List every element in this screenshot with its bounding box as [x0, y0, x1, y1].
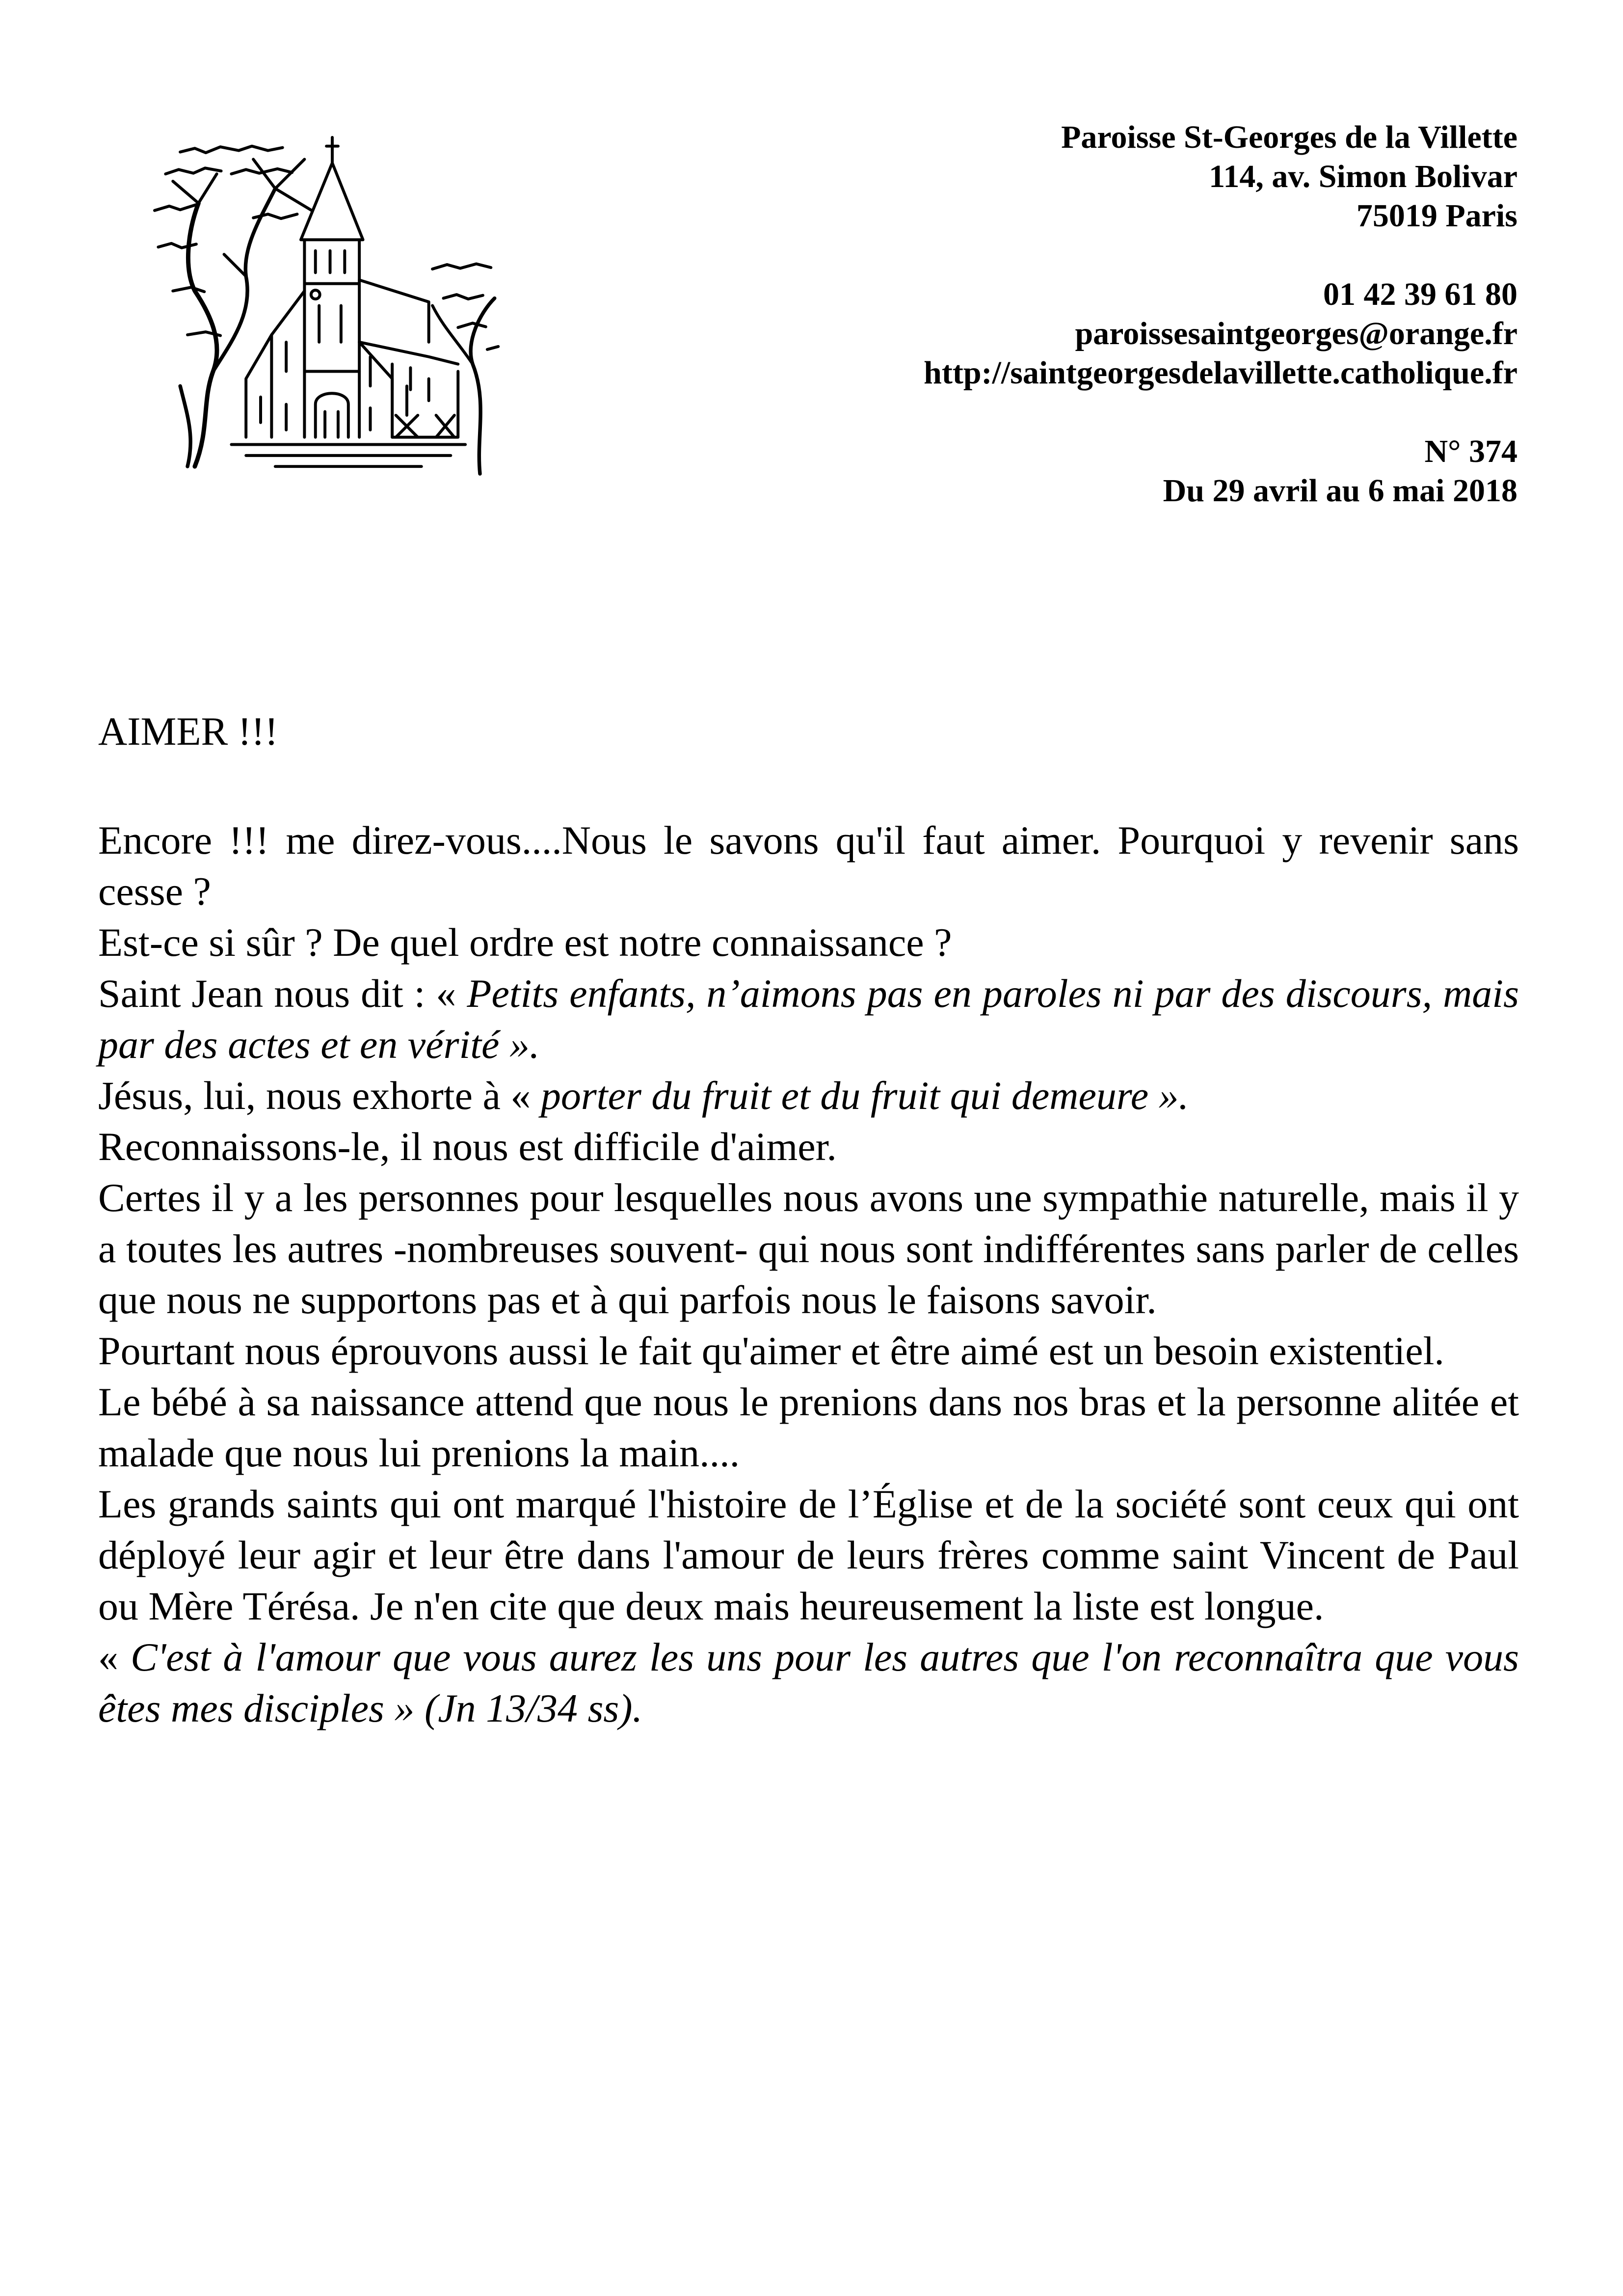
paragraph: Reconnaissons-le, il nous est difficile d'aimer.	[98, 1124, 837, 1169]
parish-email[interactable]: paroissesaintgeorges@orange.fr	[1075, 316, 1517, 351]
paragraph: Le bébé à sa naissance attend que nous le prenions dans nos bras et la personne alitée et malade que nous lui prenions la main....	[98, 1379, 1519, 1475]
parish-address: 114, av. Simon Bolivar	[1209, 159, 1517, 194]
issue-number: N° 374	[1424, 433, 1517, 469]
parish-header	[683, 118, 1517, 511]
paragraph	[98, 968, 1519, 1070]
scripture-quote: Petits enfants, n’aimons pas en paroles ni par des discours, mais par des actes et en vérité ».	[98, 971, 1519, 1067]
church-with-trees-icon	[142, 123, 525, 481]
scripture-quote: C'est à l'amour que vous aurez les uns pour les autres que l'on reconnaîtra que vous êtes mes disciples » (Jn 13/34 ss).	[98, 1635, 1519, 1730]
issue-date-range: Du 29 avril au 6 mai 2018	[1163, 473, 1517, 509]
header-spacer	[683, 393, 1517, 432]
parish-name: Paroisse St-Georges de la Villette	[1061, 119, 1517, 155]
article-title: AIMER !!!	[98, 709, 278, 754]
paragraph: Est-ce si sûr ? De quel ordre est notre connaissance ?	[98, 920, 952, 965]
paragraph	[98, 1632, 1519, 1734]
parish-website[interactable]: http://saintgeorgesdelavillette.catholique.fr	[924, 355, 1517, 391]
scripture-quote: porter du fruit et du fruit qui demeure ».	[540, 1073, 1189, 1118]
paragraph-lead: «	[98, 1635, 131, 1679]
parish-logo	[142, 123, 525, 481]
parish-phone: 01 42 39 61 80	[1323, 276, 1517, 312]
paragraph: Les grands saints qui ont marqué l'histoire de l’Église et de la société sont ceux qui ont déployé leur agir et leur être dans l'amour de leurs frères comme saint Vincent de Paul ou Mère Térésa. Je n'en cite que deux mais heureusement la liste est longue.	[98, 1482, 1519, 1628]
paragraph: Certes il y a les personnes pour lesquelles nous avons une sympathie naturelle, mais il y a toutes les autres -nombreuses souvent- qui nous sont indifférentes sans parler de celles que nous ne supportons pas et à qui parfois nous le faisons savoir.	[98, 1175, 1519, 1322]
paragraph	[98, 1070, 1519, 1121]
article-body	[98, 815, 1519, 1734]
header-spacer	[683, 236, 1517, 275]
parish-city: 75019 Paris	[1356, 198, 1517, 234]
paragraph-lead: Jésus, lui, nous exhorte à «	[98, 1073, 541, 1118]
paragraph-lead: Saint Jean nous dit : «	[98, 971, 467, 1016]
paragraph: Pourtant nous éprouvons aussi le fait qu'aimer et être aimé est un besoin existentiel.	[98, 1328, 1444, 1373]
paragraph: Encore !!! me direz-vous....Nous le savons qu'il faut aimer. Pourquoi y revenir sans cesse ?	[98, 818, 1519, 914]
